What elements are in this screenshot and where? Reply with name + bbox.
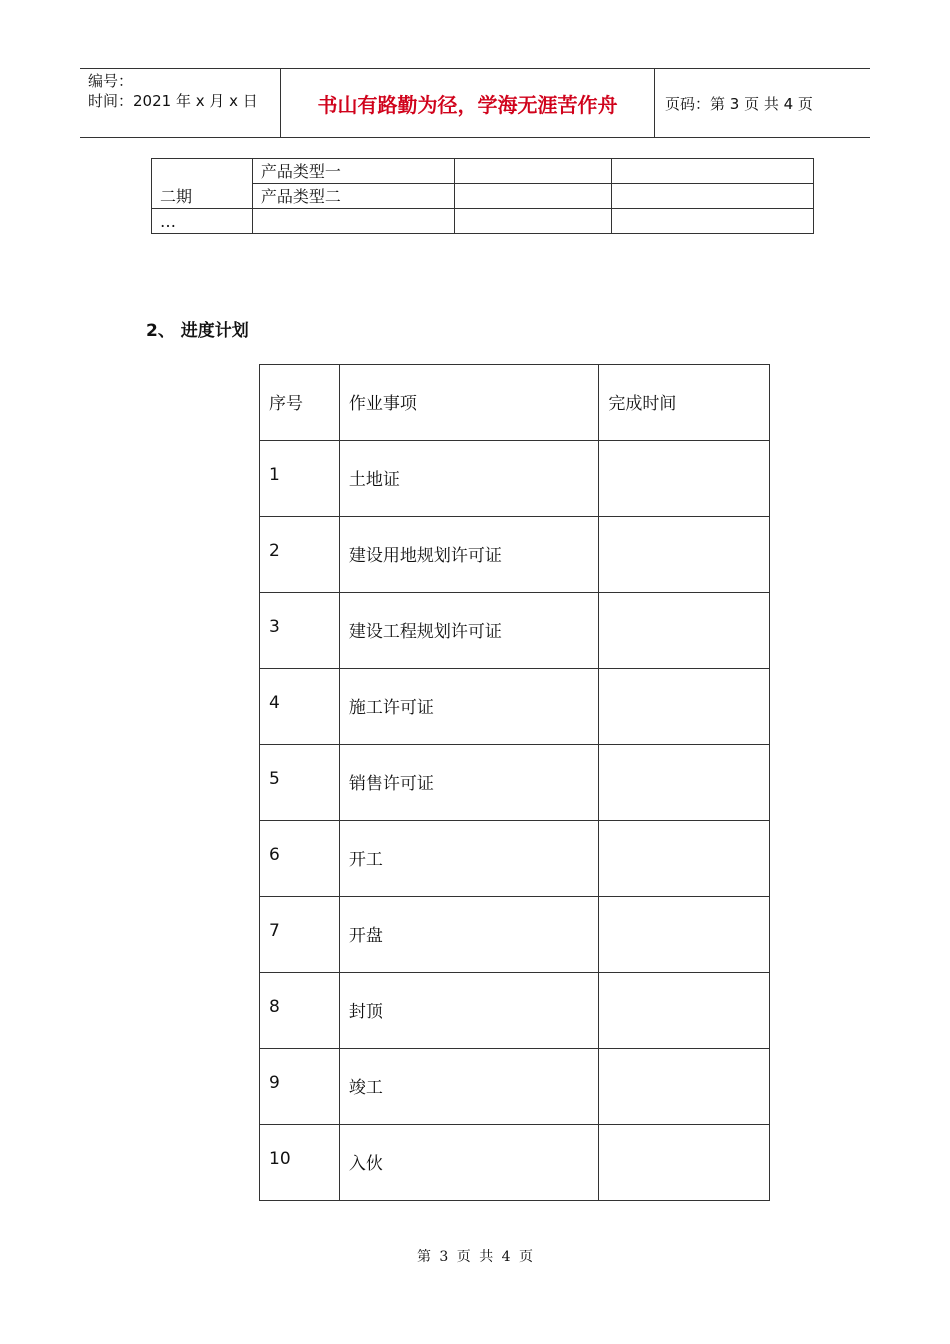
table-row	[260, 669, 770, 745]
table-row	[260, 821, 770, 897]
task-name: 封顶	[339, 973, 598, 1049]
completion-time	[599, 897, 770, 973]
table-row	[152, 159, 814, 184]
code-label: 编号：	[88, 72, 134, 90]
completion-time	[599, 441, 770, 517]
page-header	[80, 68, 870, 138]
completion-time	[599, 1125, 770, 1201]
header-page-label: 页码：第 3 页 共 4 页	[665, 94, 813, 113]
row-number: 2	[260, 517, 340, 593]
table-row	[260, 1125, 770, 1201]
task-name: 土地证	[339, 441, 598, 517]
row-number: 4	[260, 669, 340, 745]
header-meta	[80, 69, 281, 137]
table-cell	[252, 209, 454, 234]
table-cell	[454, 209, 612, 234]
phase-cell: 二期	[152, 159, 253, 209]
task-name: 入伙	[339, 1125, 598, 1201]
table-cell: 产品类型一	[252, 159, 454, 184]
header-motto: 书山有路勤为径，学海无涯苦作舟	[281, 69, 655, 137]
task-name: 竣工	[339, 1049, 598, 1125]
table-cell: …	[152, 209, 253, 234]
completion-time	[599, 973, 770, 1049]
table-row	[152, 209, 814, 234]
completion-time	[599, 669, 770, 745]
table-row	[260, 897, 770, 973]
row-number: 9	[260, 1049, 340, 1125]
task-name: 建设用地规划许可证	[339, 517, 598, 593]
completion-time	[599, 821, 770, 897]
table-cell	[454, 184, 612, 209]
row-number: 7	[260, 897, 340, 973]
schedule-table	[259, 364, 770, 1201]
table-row	[260, 593, 770, 669]
table-row	[260, 1049, 770, 1125]
table-cell	[612, 184, 814, 209]
column-header: 序号	[260, 365, 340, 441]
task-name: 施工许可证	[339, 669, 598, 745]
row-number: 5	[260, 745, 340, 821]
row-number: 8	[260, 973, 340, 1049]
table-row	[260, 517, 770, 593]
product-type-table	[151, 158, 814, 234]
completion-time	[599, 593, 770, 669]
table-header-row	[260, 365, 770, 441]
date-label: 时间：2021 年 x 月 x 日	[88, 92, 258, 110]
column-header: 作业事项	[339, 365, 598, 441]
table-cell	[612, 159, 814, 184]
row-number: 10	[260, 1125, 340, 1201]
page-footer: 第 3 页 共 4 页	[416, 1249, 534, 1265]
table-cell	[612, 209, 814, 234]
row-number: 3	[260, 593, 340, 669]
table-row	[260, 973, 770, 1049]
table-cell	[454, 159, 612, 184]
table-row	[260, 745, 770, 821]
table-row	[260, 441, 770, 517]
completion-time	[599, 745, 770, 821]
task-name: 销售许可证	[339, 745, 598, 821]
task-name: 开盘	[339, 897, 598, 973]
table-cell: 产品类型二	[252, 184, 454, 209]
task-name: 开工	[339, 821, 598, 897]
completion-time	[599, 517, 770, 593]
row-number: 1	[260, 441, 340, 517]
column-header: 完成时间	[599, 365, 770, 441]
row-number: 6	[260, 821, 340, 897]
section-title: 2、 进度计划	[146, 321, 249, 341]
completion-time	[599, 1049, 770, 1125]
task-name: 建设工程规划许可证	[339, 593, 598, 669]
